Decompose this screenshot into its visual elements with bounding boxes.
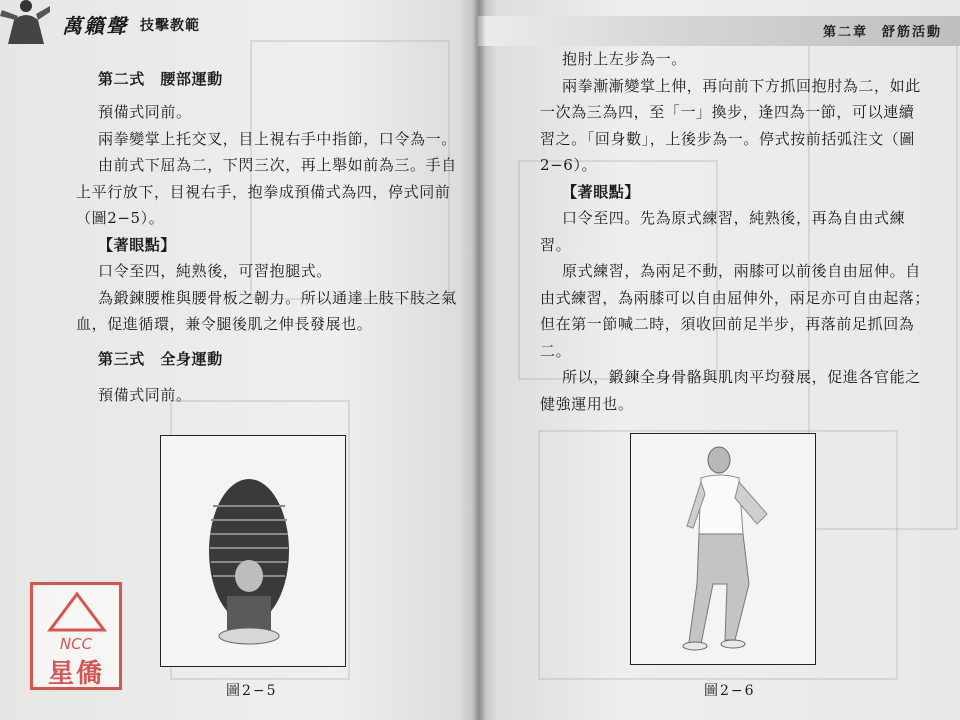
figure-2-5-photo: [160, 435, 346, 667]
left-page: [0, 0, 478, 720]
text-line: 健強運用也。: [540, 394, 634, 413]
martial-artist-logo-icon: [0, 0, 50, 44]
section-heading: 第二式 腰部運動: [98, 70, 223, 88]
text-line: 所以，鍛鍊全身骨骼與肌肉平均發展，促進各官能之: [562, 368, 921, 386]
left-text-block-3: [98, 346, 223, 373]
book-subtitle: 技擊教範: [140, 18, 200, 34]
chapter-title: 舒筋活動: [881, 25, 942, 40]
text-line: 但在第一節喊二時，須收回前足半步，再落前足抓回為: [540, 315, 915, 333]
standing-figure-illustration: [631, 434, 814, 663]
text-line: 習之。「回身數」，上後步為一。停式按前括弧注文（圖: [540, 129, 916, 148]
figure-2-6-photo: [630, 433, 816, 665]
key-point-label: 【著眼點】: [562, 182, 641, 201]
right-page: [478, 0, 960, 720]
right-header: [478, 16, 960, 46]
text-line: 2−6）。: [540, 156, 598, 174]
book-title: 萬籟聲: [62, 14, 128, 38]
text-line: 預備式同前。: [98, 103, 192, 121]
text-line: 血，促進循環，兼令腿後肌之伸長發展也。: [76, 315, 373, 333]
text-line: 口令至四，純熟後，可習抱腿式。: [98, 262, 333, 280]
left-text-block-1: [98, 66, 223, 93]
figure-caption: 圖2−5: [226, 683, 278, 699]
text-line: 習。: [540, 235, 572, 254]
ncc-watermark-stamp: [30, 582, 122, 690]
text-line: 口令至四。先為原式練習，純熟後，再為自由式練: [562, 209, 906, 227]
stamp-brand: NCC: [59, 635, 93, 653]
right-text-block-1: [540, 46, 930, 417]
text-line: 二。: [540, 341, 572, 360]
text-line: 兩拳變掌上托交叉，目上視右手中指節，口令為一。: [98, 129, 457, 148]
stamp-name: 星僑: [47, 659, 104, 689]
text-line: 一次為三為四，至「一」換步，逢四為一節，可以連續: [540, 103, 915, 121]
text-line: 為鍛鍊腰椎與腰骨板之韌力。所以通達上肢下肢之氣: [98, 288, 457, 307]
book-gutter: [472, 0, 486, 720]
left-text-block-2: [76, 99, 457, 338]
section-heading: 第三式 全身運動: [98, 350, 223, 368]
bending-figure-illustration: [161, 436, 344, 665]
text-line: 上平行放下，目視右手，抱拳成預備式為四，停式同前: [76, 182, 451, 201]
chapter-label: 第二章: [822, 25, 868, 40]
key-point-label: 【著眼點】: [98, 235, 177, 254]
text-line: 兩拳漸漸變掌上伸，再向前下方抓回抱肘為二，如此: [562, 76, 921, 95]
figure-caption: 圖2−6: [704, 683, 756, 699]
left-text-block-4: [98, 382, 192, 409]
left-header: [0, 0, 478, 44]
text-line: 由式練習，為兩膝可以自由屈伸外，兩足亦可自由起落；: [540, 288, 931, 307]
text-line: （圖2−5）。: [76, 209, 165, 227]
triangle-logo-icon: [47, 591, 107, 633]
text-line: 由前式下屈為二，下閃三次，再上舉如前為三。手自: [98, 156, 457, 174]
text-line: 抱肘上左步為一。: [562, 50, 687, 68]
text-line: 原式練習，為兩足不動，兩膝可以前後自由屈伸。自: [562, 262, 921, 280]
text-line: 預備式同前。: [98, 386, 192, 404]
